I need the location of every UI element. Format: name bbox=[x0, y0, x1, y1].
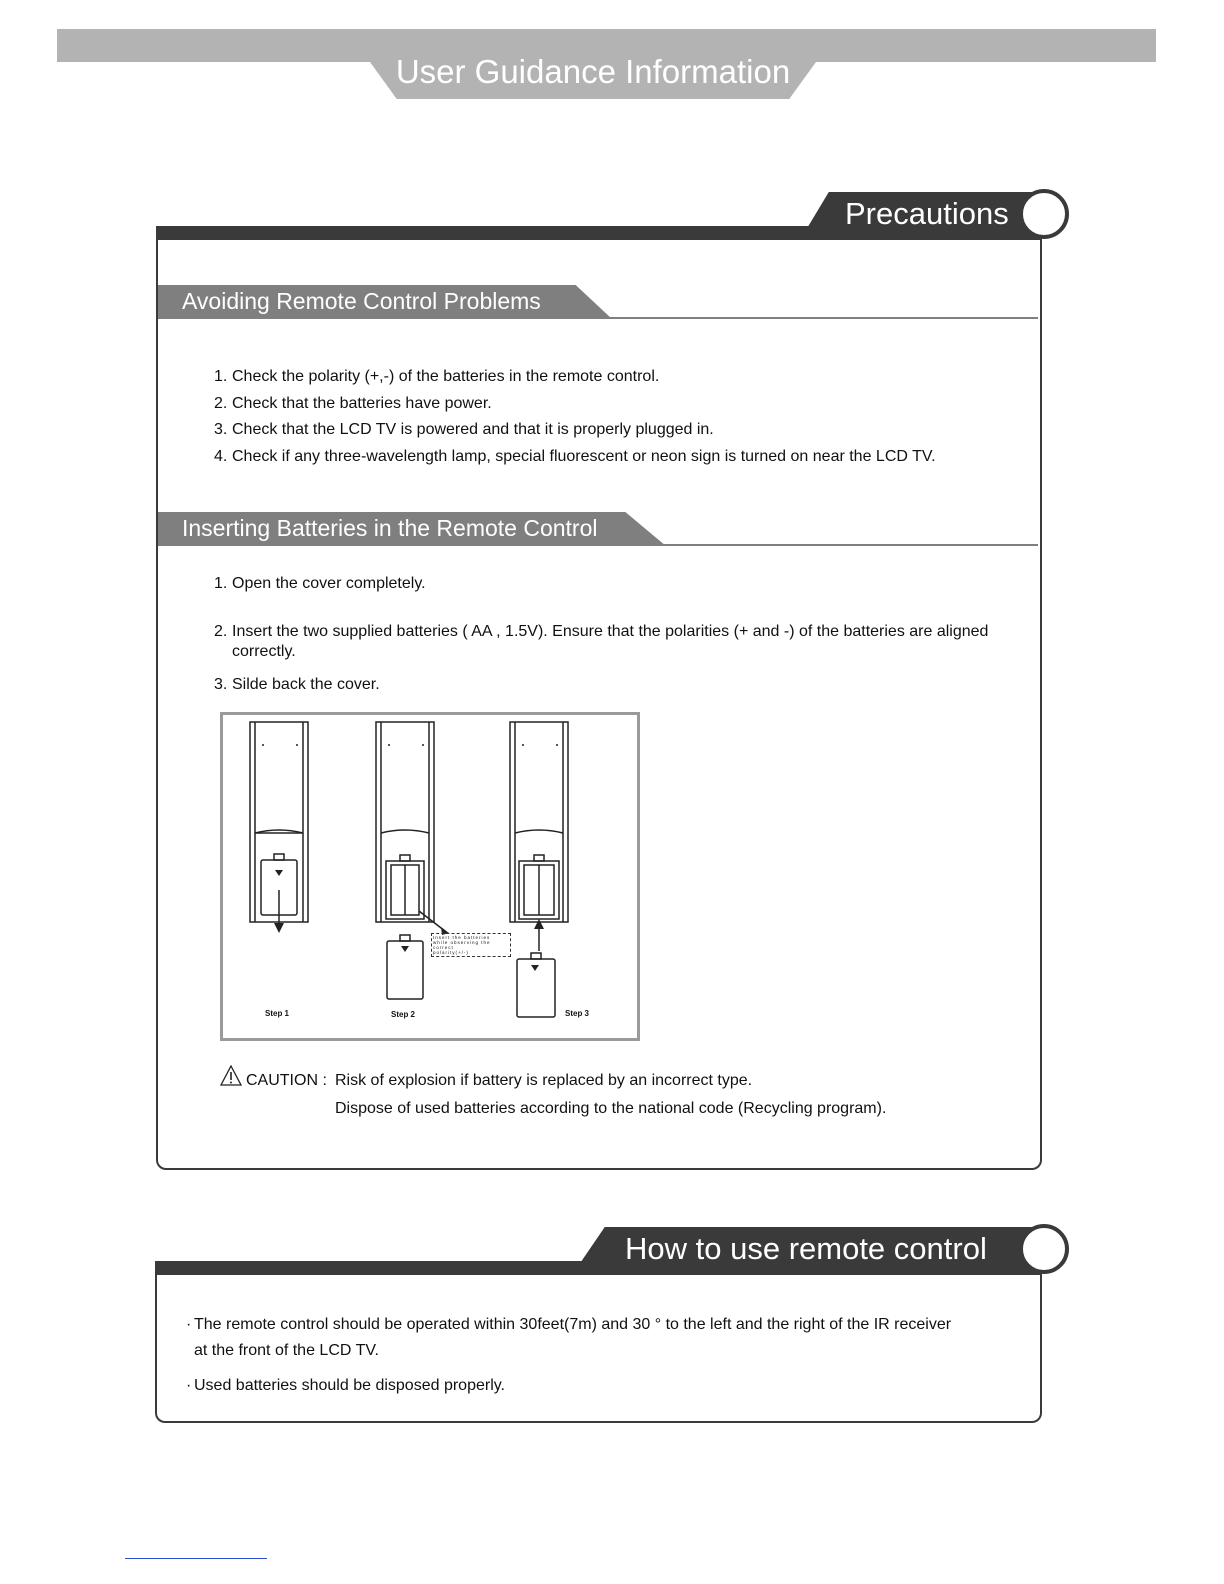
step3-label: Step 3 bbox=[565, 1009, 590, 1018]
precautions-title: Precautions bbox=[845, 196, 1009, 231]
remote-problems-heading: Avoiding Remote Control Problems bbox=[182, 288, 541, 314]
remote-step2-figure bbox=[376, 722, 445, 999]
arrow-down-icon bbox=[274, 923, 284, 933]
note-line: while observing the correct bbox=[433, 940, 491, 950]
item-number: 3. bbox=[214, 421, 228, 438]
list-item bbox=[214, 364, 1014, 391]
remote-step3-figure bbox=[510, 722, 568, 1017]
batteries-item-1 bbox=[214, 571, 426, 598]
battery-diagram-drawing bbox=[223, 715, 637, 1038]
batteries-item-3 bbox=[214, 672, 380, 699]
list-item bbox=[214, 444, 1014, 471]
howto-bullet2 bbox=[186, 1377, 505, 1395]
list-item bbox=[214, 417, 1014, 444]
list-item bbox=[214, 391, 1014, 418]
bullet-mark: · bbox=[186, 1316, 192, 1333]
arrow-down-icon bbox=[401, 946, 409, 952]
arrow-down-icon bbox=[275, 870, 283, 876]
caution-line2: Dispose of used batteries according to the national code (Recycling program). bbox=[335, 1100, 887, 1117]
howto-circle bbox=[1019, 1224, 1069, 1274]
precautions-circle bbox=[1019, 189, 1069, 239]
howto-title: How to use remote control bbox=[625, 1231, 987, 1266]
batteries-heading: Inserting Batteries in the Remote Control bbox=[182, 515, 598, 541]
batteries-rule bbox=[650, 544, 1038, 546]
caution-line1: Risk of explosion if battery is replaced by an incorrect type. bbox=[335, 1072, 753, 1089]
note-line: Insert the batteries bbox=[433, 935, 491, 940]
note-line: polarity(+/-) bbox=[433, 950, 469, 955]
footer-link-underline bbox=[125, 1558, 267, 1559]
remote-problems-list bbox=[214, 364, 1014, 470]
batteries-item-2 bbox=[214, 622, 1024, 662]
item-text-cont: correctly. bbox=[232, 643, 296, 660]
bullet-text-cont: at the front of the LCD TV. bbox=[194, 1342, 379, 1359]
item-number: 3. bbox=[214, 676, 228, 693]
item-text: Check if any three-wavelength lamp, special fluorescent or neon sign is turned on near the LCD TV. bbox=[232, 447, 936, 465]
item-text: Open the cover completely. bbox=[232, 575, 426, 592]
battery-diagram bbox=[220, 712, 640, 1041]
arrow-up-icon bbox=[534, 919, 544, 929]
caution-label: CAUTION : bbox=[246, 1072, 327, 1089]
item-number: 1. bbox=[214, 575, 228, 592]
item-number: 2. bbox=[214, 394, 228, 412]
item-number: 4. bbox=[214, 447, 228, 465]
bullet-text: Used batteries should be disposed properly. bbox=[194, 1377, 505, 1394]
page-title: User Guidance Information bbox=[395, 53, 791, 90]
warning-icon bbox=[220, 1065, 242, 1087]
item-text: Silde back the cover. bbox=[232, 676, 380, 693]
remote-problems-rule bbox=[600, 317, 1038, 319]
bullet-text: The remote control should be operated within 30feet(7m) and 30 ° to the left and the right of the IR receiver bbox=[194, 1316, 952, 1333]
remote-step1-figure bbox=[250, 722, 308, 925]
item-number: 1. bbox=[214, 368, 228, 385]
bullet-mark: · bbox=[186, 1377, 192, 1394]
item-text: Check that the batteries have power. bbox=[232, 394, 492, 412]
howto-bullet1 bbox=[186, 1312, 951, 1364]
arrow-down-icon bbox=[531, 965, 539, 971]
item-text: Check that the LCD TV is powered and that it is properly plugged in. bbox=[232, 421, 714, 438]
item-text: Insert the two supplied batteries ( AA , 1.5V). Ensure that the polarities (+ and -) of the batteries are aligned bbox=[232, 623, 989, 640]
step1-label: Step 1 bbox=[265, 1009, 290, 1018]
item-number: 2. bbox=[214, 623, 228, 640]
diagram-note bbox=[431, 933, 511, 957]
item-text: Check the polarity (+,-) of the batteries in the remote control. bbox=[232, 368, 660, 385]
step2-label: Step 2 bbox=[391, 1010, 416, 1019]
